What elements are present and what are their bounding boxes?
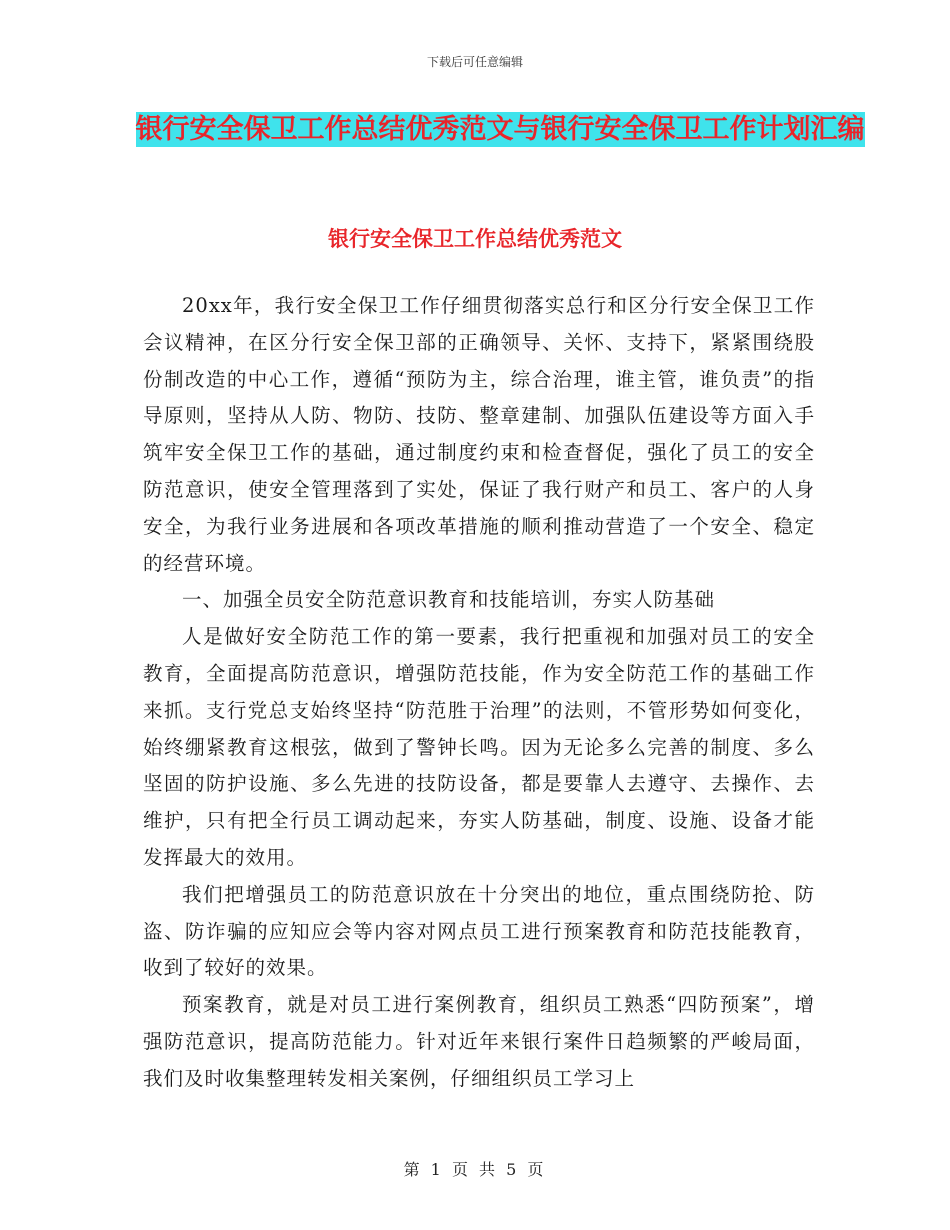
document-body bbox=[143, 288, 815, 1098]
page-footer: 第 1 页 共 5 页 bbox=[403, 1160, 547, 1179]
paragraph: 预案教育，就是对员工进行案例教育，组织员工熟悉“四防预案”，增强防范意识，提高防范能力。针对近年来银行案件日趋频繁的严峻局面，我们及时收集整理转发相关案例，仔细组织员工学习上 bbox=[143, 993, 815, 1090]
paragraph: 我们把增强员工的防范意识放在十分突出的地位，重点围绕防抢、防盗、防诈骗的应知应会等内容对网点员工进行预案教育和防范技能教育，收到了较好的效果。 bbox=[143, 882, 815, 980]
header-note: 下载后可任意编辑 bbox=[426, 55, 523, 69]
paragraph: 人是做好安全防范工作的第一要素，我行把重视和加强对员工的安全教育，全面提高防范意识，增强防范技能，作为安全防范工作的基础工作来抓。支行党总支始终坚持“防范胜于治理”的法则，不管形势如何变化，始终绷紧教育这根弦，做到了警钟长鸣。因为无论多么完善的制度、多么坚固的防护设施、多么先进的技防设备，都是要靠人去遵守、去操作、去维护，只有把全行员工调动起来，夯实人防基础，制度、设施、设备才能发挥最大的效用。 bbox=[143, 625, 815, 869]
document-title bbox=[130, 108, 870, 152]
section-title: 银行安全保卫工作总结优秀范文 bbox=[328, 227, 622, 251]
document-title-text: 银行安全保卫工作总结优秀范文与银行安全保卫工作计划汇编 bbox=[135, 114, 865, 145]
paragraph: 20xx年，我行安全保卫工作仔细贯彻落实总行和区分行安全保卫工作会议精神，在区分行安全保卫部的正确领导、关怀、支持下，紧紧围绕股份制改造的中心工作，遵循“预防为主，综合治理，谁主管，谁负责”的指导原则，坚持从人防、物防、技防、整章建制、加强队伍建设等方面入手筑牢安全保卫工作的基础，通过制度约束和检查督促，强化了员工的安全防范意识，使安全管理落到了实处，保证了我行财产和员工、客户的人身安全，为我行业务进展和各项改革措施的顺利推动营造了一个安全、稳定的经营环境。 bbox=[143, 294, 815, 575]
paragraph-heading: 一、加强全员安全防范意识教育和技能培训，夯实人防基础 bbox=[182, 588, 716, 612]
